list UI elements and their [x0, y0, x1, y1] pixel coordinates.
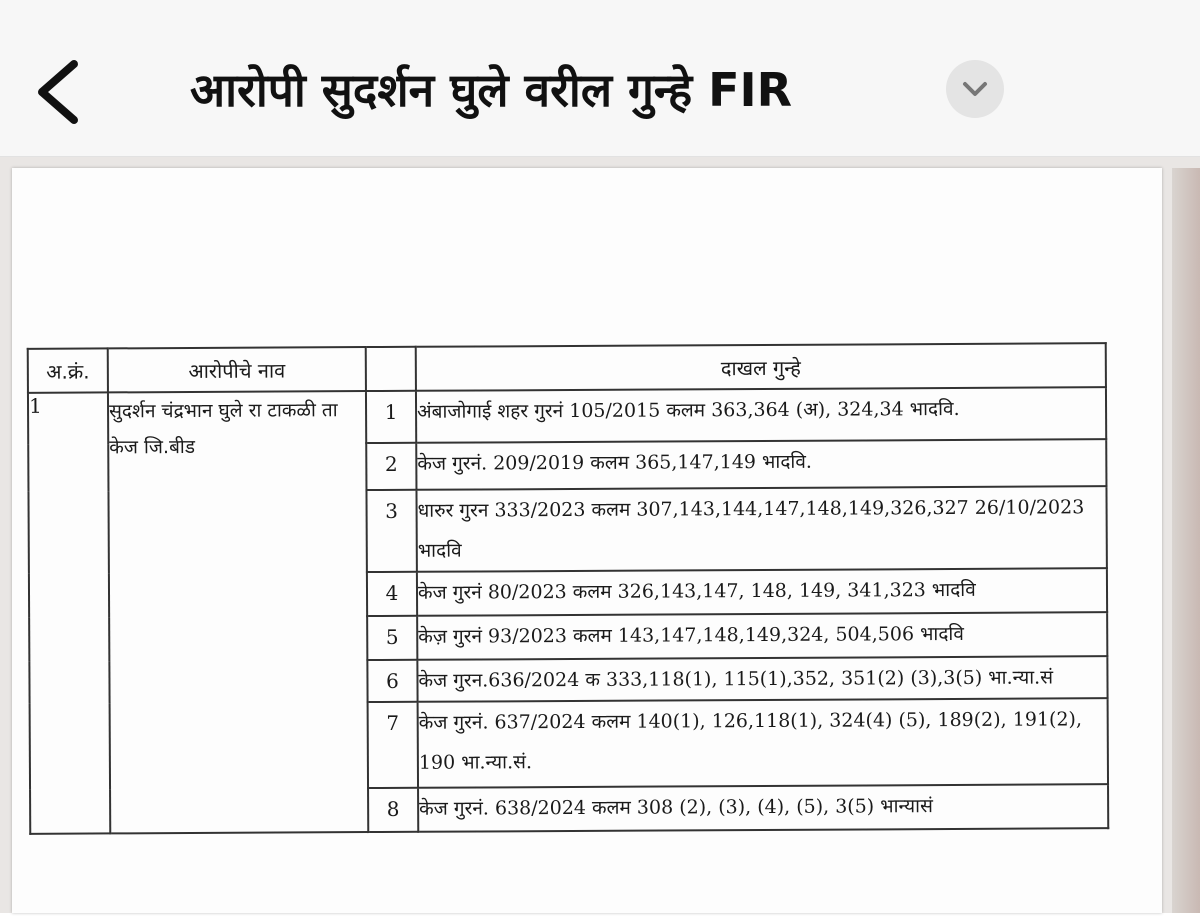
case-number: 5 — [367, 616, 417, 660]
case-details: केज़ गुरनं 93/2023 कलम 143,147,148,149,324, 504,506 भादवि — [417, 612, 1107, 660]
case-details: केज गुरनं. 637/2024 कलम 140(1), 126,118(1), 324(4) (5), 189(2), 191(2), 190 भा.न्या.सं. — [418, 698, 1108, 788]
case-details: केज गुरनं. 209/2019 कलम 365,147,149 भादवि. — [416, 439, 1106, 490]
column-header-index — [366, 347, 416, 391]
case-details: केज गुरन.636/2024 क 333,118(1), 115(1),352, 351(2) (3),3(5) भा.न्या.सं — [417, 656, 1107, 702]
column-header-sno: अ.क्रं. — [28, 348, 108, 392]
case-number: 7 — [368, 702, 418, 788]
case-number: 2 — [366, 443, 416, 490]
table-header-row — [28, 343, 1106, 393]
case-details: केज गुरनं 80/2023 कलम 326,143,147, 148, 149, 341,323 भादवि — [417, 568, 1107, 616]
case-number: 8 — [368, 788, 418, 832]
accused-sno: 1 — [28, 392, 110, 833]
case-details: केज गुरनं. 638/2024 कलम 308 (2), (3), (4), (5), 3(5) भान्यासं — [418, 784, 1108, 832]
table-row — [28, 387, 1106, 445]
column-header-registered-crimes: दाखल गुन्हे — [416, 343, 1106, 391]
fir-table — [27, 342, 1110, 835]
case-number: 6 — [367, 660, 417, 702]
page-title: आरोपी सुदर्शन घुले वरील गुन्हे FIR — [190, 63, 793, 117]
case-number: 3 — [366, 490, 416, 572]
case-details: अंबाजोगाई शहर गुरनं 105/2015 कलम 363,364 (अ), 324,34 भादवि. — [416, 387, 1106, 443]
case-details: धारुर गुरन 333/2023 कलम 307,143,144,147,148,149,326,327 26/10/2023 भादवि — [416, 486, 1106, 572]
case-number: 4 — [367, 572, 417, 616]
case-number: 1 — [366, 391, 416, 443]
column-header-accused-name: आरोपीचे नाव — [108, 347, 366, 392]
accused-name: सुदर्शन चंद्रभान घुले रा टाकळी ता केज जि.बीड — [108, 391, 368, 833]
